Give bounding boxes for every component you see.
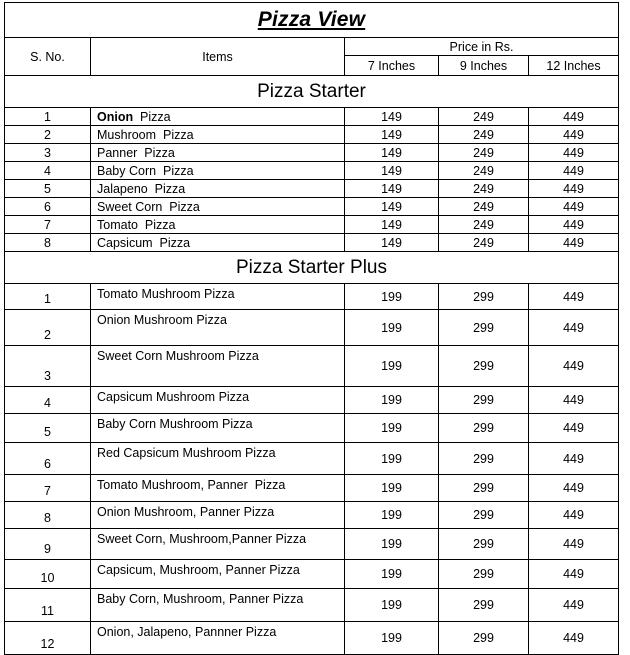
row-item-name: Panner Pizza xyxy=(91,144,345,162)
row-price-7in: 149 xyxy=(345,216,439,234)
row-price-12in: 449 xyxy=(529,346,619,387)
row-serial-number: 11 xyxy=(5,589,91,622)
row-serial-number: 3 xyxy=(5,346,91,387)
page-title-text: Pizza View xyxy=(257,8,366,31)
row-item-name: Red Capsicum Mushroom Pizza xyxy=(91,443,345,475)
row-price-12in: 449 xyxy=(529,529,619,560)
title-row xyxy=(5,3,619,38)
row-price-12in: 449 xyxy=(529,589,619,622)
section-title-text: Pizza Starter xyxy=(257,80,366,102)
row-serial-number: 9 xyxy=(5,529,91,560)
row-item-name: Baby Corn Mushroom Pizza xyxy=(91,414,345,443)
row-item-name: Onion Mushroom Pizza xyxy=(91,310,345,346)
row-item-name: Onion Mushroom, Panner Pizza xyxy=(91,502,345,529)
pizza-menu-table xyxy=(4,2,619,655)
row-price-12in: 449 xyxy=(529,310,619,346)
row-price-7in: 199 xyxy=(345,622,439,655)
row-item-name: Tomato Mushroom Pizza xyxy=(91,284,345,310)
row-serial-number: 7 xyxy=(5,216,91,234)
row-price-7in: 149 xyxy=(345,126,439,144)
row-price-12in: 449 xyxy=(529,284,619,310)
page-title xyxy=(5,3,619,38)
row-price-7in: 199 xyxy=(345,589,439,622)
table-row xyxy=(5,126,619,144)
row-item-name: Jalapeno Pizza xyxy=(91,180,345,198)
row-price-12in: 449 xyxy=(529,144,619,162)
row-price-7in: 199 xyxy=(345,387,439,414)
table-row xyxy=(5,162,619,180)
row-item-name: Baby Corn, Mushroom, Panner Pizza xyxy=(91,589,345,622)
row-price-7in: 199 xyxy=(345,310,439,346)
row-price-9in: 299 xyxy=(439,622,529,655)
section-title-0 xyxy=(5,76,619,108)
row-price-12in: 449 xyxy=(529,443,619,475)
row-serial-number: 4 xyxy=(5,162,91,180)
row-price-9in: 299 xyxy=(439,443,529,475)
row-serial-number: 1 xyxy=(5,108,91,126)
header-size-0: 7 Inches xyxy=(345,56,439,76)
header-sno: S. No. xyxy=(5,38,91,76)
row-price-12in: 449 xyxy=(529,234,619,252)
row-price-9in: 299 xyxy=(439,560,529,589)
row-item-name: Onion, Jalapeno, Pannner Pizza xyxy=(91,622,345,655)
row-price-7in: 199 xyxy=(345,529,439,560)
row-price-12in: 449 xyxy=(529,108,619,126)
row-item-name xyxy=(91,108,345,126)
row-price-9in: 249 xyxy=(439,162,529,180)
table-row xyxy=(5,144,619,162)
table-row xyxy=(5,529,619,560)
row-price-9in: 249 xyxy=(439,180,529,198)
row-item-name: Tomato Mushroom, Panner Pizza xyxy=(91,475,345,502)
row-price-12in: 449 xyxy=(529,560,619,589)
table-row xyxy=(5,198,619,216)
row-price-9in: 249 xyxy=(439,108,529,126)
table-row xyxy=(5,180,619,198)
row-item-name: Sweet Corn Pizza xyxy=(91,198,345,216)
row-serial-number: 4 xyxy=(5,387,91,414)
row-item-name-rest: Pizza xyxy=(133,109,171,124)
row-price-7in: 199 xyxy=(345,560,439,589)
row-price-9in: 249 xyxy=(439,234,529,252)
row-serial-number: 2 xyxy=(5,126,91,144)
row-price-9in: 299 xyxy=(439,502,529,529)
row-price-7in: 149 xyxy=(345,180,439,198)
row-item-name: Sweet Corn Mushroom Pizza xyxy=(91,346,345,387)
row-item-name: Capsicum Pizza xyxy=(91,234,345,252)
row-serial-number: 2 xyxy=(5,310,91,346)
row-price-9in: 299 xyxy=(439,310,529,346)
row-price-7in: 149 xyxy=(345,198,439,216)
row-item-name: Capsicum, Mushroom, Panner Pizza xyxy=(91,560,345,589)
table-row xyxy=(5,414,619,443)
row-serial-number: 5 xyxy=(5,414,91,443)
row-price-12in: 449 xyxy=(529,502,619,529)
row-price-9in: 249 xyxy=(439,216,529,234)
row-item-name: Tomato Pizza xyxy=(91,216,345,234)
row-serial-number: 1 xyxy=(5,284,91,310)
row-price-7in: 199 xyxy=(345,443,439,475)
table-row xyxy=(5,216,619,234)
row-price-9in: 249 xyxy=(439,198,529,216)
section-title-1 xyxy=(5,252,619,284)
section-banner-row xyxy=(5,252,619,284)
table-row xyxy=(5,284,619,310)
row-price-9in: 249 xyxy=(439,126,529,144)
header-items: Items xyxy=(91,38,345,76)
table-row xyxy=(5,443,619,475)
row-price-9in: 299 xyxy=(439,387,529,414)
row-serial-number: 6 xyxy=(5,443,91,475)
row-price-12in: 449 xyxy=(529,475,619,502)
row-price-7in: 149 xyxy=(345,108,439,126)
row-item-name-emphasis: Onion xyxy=(97,109,134,124)
row-serial-number: 5 xyxy=(5,180,91,198)
row-item-name: Baby Corn Pizza xyxy=(91,162,345,180)
row-serial-number: 8 xyxy=(5,234,91,252)
row-serial-number: 10 xyxy=(5,560,91,589)
row-item-name: Capsicum Mushroom Pizza xyxy=(91,387,345,414)
table-row xyxy=(5,387,619,414)
header-row-primary xyxy=(5,38,619,56)
row-price-12in: 449 xyxy=(529,198,619,216)
row-price-9in: 299 xyxy=(439,414,529,443)
row-price-9in: 299 xyxy=(439,589,529,622)
row-item-name: Mushroom Pizza xyxy=(91,126,345,144)
row-serial-number: 12 xyxy=(5,622,91,655)
row-price-7in: 149 xyxy=(345,234,439,252)
row-price-7in: 199 xyxy=(345,346,439,387)
row-price-9in: 249 xyxy=(439,144,529,162)
row-price-12in: 449 xyxy=(529,126,619,144)
row-serial-number: 7 xyxy=(5,475,91,502)
table-row xyxy=(5,475,619,502)
row-serial-number: 8 xyxy=(5,502,91,529)
row-price-12in: 449 xyxy=(529,387,619,414)
section-banner-row xyxy=(5,76,619,108)
table-row xyxy=(5,346,619,387)
header-price-group: Price in Rs. xyxy=(345,38,619,56)
header-size-1: 9 Inches xyxy=(439,56,529,76)
row-price-9in: 299 xyxy=(439,529,529,560)
table-row xyxy=(5,589,619,622)
row-price-7in: 199 xyxy=(345,502,439,529)
row-serial-number: 3 xyxy=(5,144,91,162)
section-title-text: Pizza Starter Plus xyxy=(236,256,387,278)
row-price-9in: 299 xyxy=(439,284,529,310)
row-price-7in: 199 xyxy=(345,284,439,310)
row-price-12in: 449 xyxy=(529,216,619,234)
row-price-7in: 199 xyxy=(345,475,439,502)
table-row xyxy=(5,560,619,589)
table-row xyxy=(5,234,619,252)
row-price-7in: 149 xyxy=(345,144,439,162)
row-price-12in: 449 xyxy=(529,414,619,443)
row-price-12in: 449 xyxy=(529,622,619,655)
row-price-7in: 149 xyxy=(345,162,439,180)
row-price-12in: 449 xyxy=(529,162,619,180)
table-row xyxy=(5,502,619,529)
table-row xyxy=(5,108,619,126)
table-row xyxy=(5,310,619,346)
row-price-12in: 449 xyxy=(529,180,619,198)
row-price-7in: 199 xyxy=(345,414,439,443)
row-serial-number: 6 xyxy=(5,198,91,216)
row-item-name: Sweet Corn, Mushroom,Panner Pizza xyxy=(91,529,345,560)
row-price-9in: 299 xyxy=(439,475,529,502)
header-size-2: 12 Inches xyxy=(529,56,619,76)
row-price-9in: 299 xyxy=(439,346,529,387)
